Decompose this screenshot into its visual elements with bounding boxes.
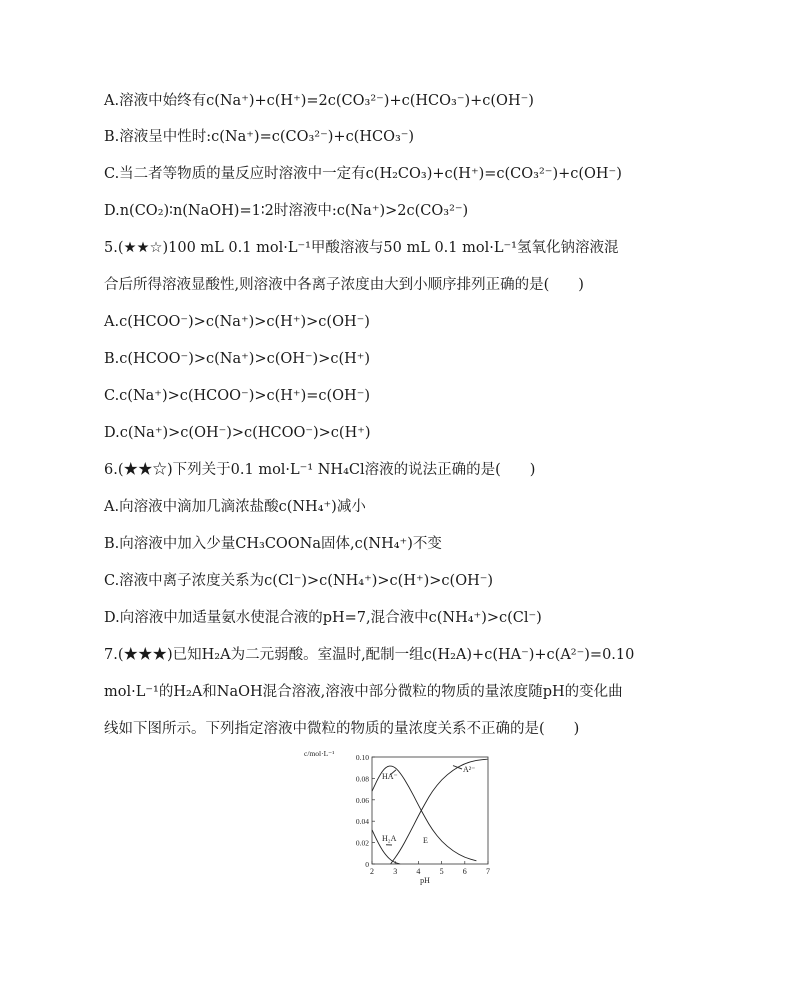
y-tick-label: 0.06 xyxy=(355,795,369,805)
text-line: 合后所得溶液显酸性,则溶液中各离子浓度由大到小顺序排列正确的是( ) xyxy=(104,277,584,293)
text-line: mol·L⁻¹的H₂A和NaOH混合溶液,溶液中部分微粒的物质的量浓度随pH的变化曲 xyxy=(104,684,623,700)
x-tick-label: 4 xyxy=(416,867,421,876)
series-line-A²⁻ xyxy=(391,759,488,864)
text-line: D.向溶液中加适量氨水使混合液的pH=7,混合液中c(NH₄⁺)>c(Cl⁻) xyxy=(104,610,542,626)
text-line: C.当二者等物质的量反应时溶液中一定有c(H₂CO₃)+c(H⁺)=c(CO₃²⁻)+c(OH⁻) xyxy=(104,166,622,182)
text-line: A.溶液中始终有c(Na⁺)+c(H⁺)=2c(CO₃²⁻)+c(HCO₃⁻)+c(OH⁻) xyxy=(104,93,534,109)
text-line: B.溶液呈中性时:c(Na⁺)=c(CO₃²⁻)+c(HCO₃⁻) xyxy=(104,129,415,145)
x-tick-label: 2 xyxy=(370,867,374,876)
text-line: 线如下图所示。下列指定溶液中微粒的物质的量浓度关系不正确的是( ) xyxy=(104,721,580,737)
annotation-e: E xyxy=(423,836,428,845)
text-line: C.溶液中离子浓度关系为c(Cl⁻)>c(NH₄⁺)>c(H⁺)>c(OH⁻) xyxy=(104,573,494,589)
y-tick-label: 0.10 xyxy=(355,753,369,762)
text-line: C.c(Na⁺)>c(HCOO⁻)>c(H⁺)=c(OH⁻) xyxy=(104,388,371,404)
annotation-ha: HA⁻ xyxy=(382,772,398,781)
text-line: 5.(★★☆)100 mL 0.1 mol·L⁻¹甲酸溶液与50 mL 0.1 mol·L⁻¹氢氧化钠溶液混 xyxy=(104,240,619,256)
text-line: B.向溶液中加入少量CH₃COONa固体,c(NH₄⁺)不变 xyxy=(104,536,442,552)
species-distribution-chart xyxy=(300,745,500,895)
annotation-a2: A²⁻ xyxy=(463,765,476,774)
x-tick-label: 3 xyxy=(393,867,398,876)
x-tick-label: 7 xyxy=(486,867,490,876)
text-line: D.n(CO₂)∶n(NaOH)=1∶2时溶液中:c(Na⁺)>2c(CO₃²⁻) xyxy=(104,203,469,219)
text-line: A.c(HCOO⁻)>c(Na⁺)>c(H⁺)>c(OH⁻) xyxy=(104,314,370,330)
text-line: D.c(Na⁺)>c(OH⁻)>c(HCOO⁻)>c(H⁺) xyxy=(104,425,371,441)
y-tick-label: 0 xyxy=(365,860,369,869)
y-axis-label: c/mol·L⁻¹ xyxy=(304,749,335,758)
x-tick-label: 6 xyxy=(462,867,467,876)
y-tick-label: 0.08 xyxy=(355,774,369,784)
annotation-h2a: H₂A xyxy=(382,834,397,843)
text-line: 7.(★★★)已知H₂A为二元弱酸。室温时,配制一组c(H₂A)+c(HA⁻)+c(A²⁻)=0.10 xyxy=(104,647,635,663)
y-tick-label: 0.02 xyxy=(355,838,369,848)
text-line: 6.(★★☆)下列关于0.1 mol·L⁻¹ NH₄Cl溶液的说法正确的是( ) xyxy=(104,462,536,478)
x-axis-label: pH xyxy=(420,876,430,885)
text-line: A.向溶液中滴加几滴浓盐酸c(NH₄⁺)减小 xyxy=(104,499,366,515)
y-tick-label: 0.04 xyxy=(355,817,369,827)
text-line: B.c(HCOO⁻)>c(Na⁺)>c(OH⁻)>c(H⁺) xyxy=(104,351,371,367)
x-tick-label: 5 xyxy=(439,867,444,876)
